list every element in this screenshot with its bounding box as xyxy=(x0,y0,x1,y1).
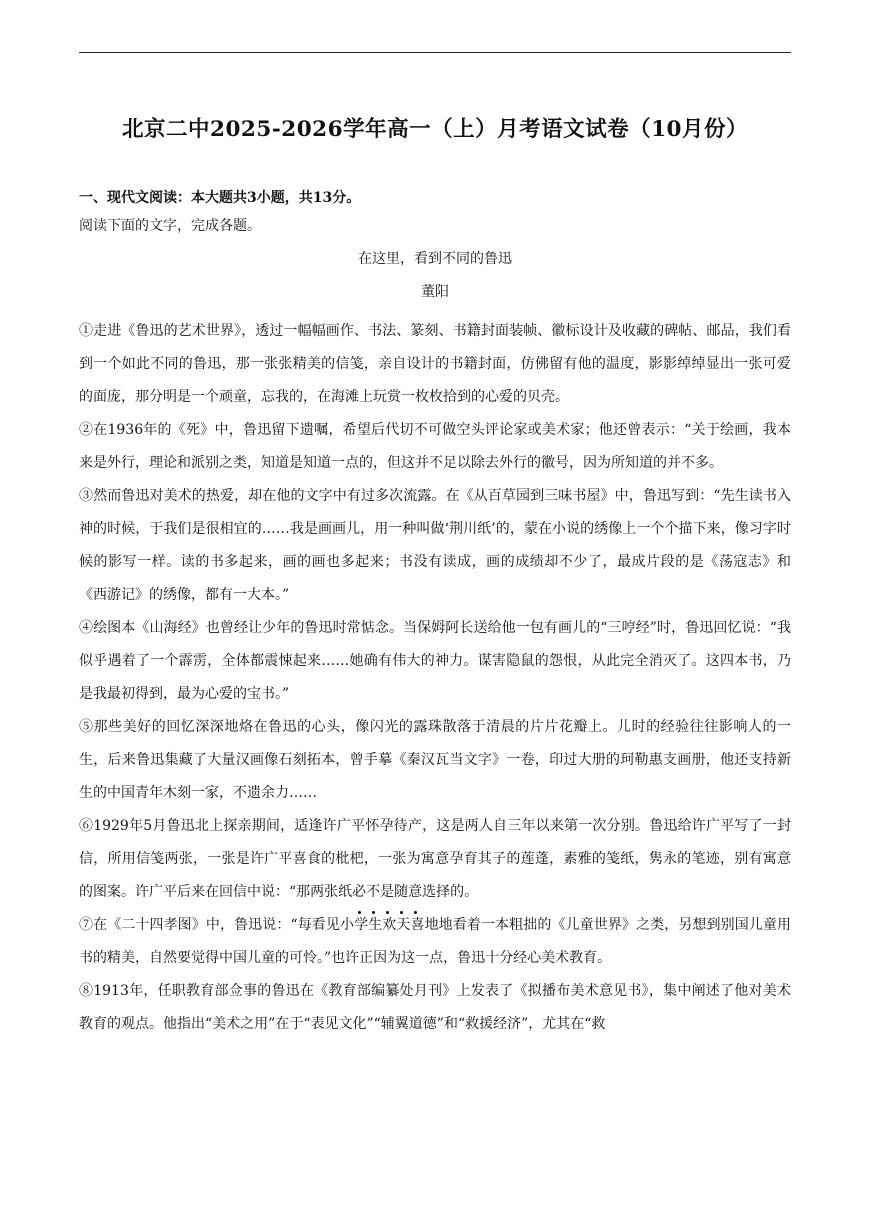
emphasis-dot-char: 是 xyxy=(380,876,394,909)
paragraph-1: ①走进《鲁迅的艺术世界》，透过一幅幅画作、书法、篆刻、书籍封面装帧、徽标设计及收藏的碑帖、邮品，我们看到一个如此不同的鲁迅，那一张张精美的信笺，亲自设计的书籍封面，仿佛留有他的温度，影影绰绰显出一张可爱的面庞，那分明是一个顽童，忘我的，在海滩上玩赏一枚枚拾到的心爱的贝壳。 xyxy=(79,323,791,405)
reading-instruction: 阅读下面的文字，完成各题。 xyxy=(79,218,261,234)
emphasized-phrase xyxy=(352,884,422,900)
emphasis-dot-char: 随 xyxy=(394,876,408,909)
document-body xyxy=(79,188,791,1041)
paragraph-4: ④绘图本《山海经》也曾经让少年的鲁迅时常惦念。当保姆阿长送给他一包有画儿的“三哼经”时，鲁迅回忆说：“我似乎遇着了一个霹雳，全体都震悚起来……她确有伟大的神力。谋害隐鼠的怨恨，从此完全消灭了。这四本书，乃是我最初得到，最为心爱的宝书。” xyxy=(79,620,791,702)
emphasis-dot-char: 不 xyxy=(366,876,380,909)
article-title: 在这里，看到不同的鲁迅 xyxy=(358,251,512,267)
paragraph-8: ⑧1913年，任职教育部佥事的鲁迅在《教育部编纂处月刊》上发表了《拟播布美术意见书》，集中阐述了他对美术教育的观点。他指出“美术之用”在于“表见文化”“辅翼道德”和“救援经济”，尤其在“救 xyxy=(79,983,791,1032)
exam-title: 北京二中2025-2026学年高一（上）月考语文试卷（10月份） xyxy=(121,117,749,142)
paragraph-2: ②在1936年的《死》中，鲁迅留下遗嘱，希望后代切不可做空头评论家或美术家；他还曾表示：“关于绘画，我本来是外行，理论和派别之类，知道是知道一点的，但这并不足以除去外行的徽号，因为所知道的并不多。 xyxy=(79,422,791,471)
emphasis-dot-char: 必 xyxy=(352,876,366,909)
section-heading: 一、现代文阅读：本大题共3小题，共13分。 xyxy=(79,190,361,206)
paragraph-3: ③然而鲁迅对美术的热爱，却在他的文字中有过多次流露。在《从百草园到三味书屋》中，鲁迅写到：“先生读书入神的时候，于我们是很相宜的……我是画画儿，用一种叫做‘荆川纸’的，蒙在小说的绣像上一个个描下来，像习字时候的影写一样。读的书多起来，画的画也多起来；书没有读成，画的成绩却不少了，最成片段的是《荡寇志》和《西游记》的绣像，都有一大本。” xyxy=(79,488,791,603)
emphasis-dot-char: 意 xyxy=(408,876,422,909)
article-author: 董阳 xyxy=(421,284,449,300)
header-rule xyxy=(79,52,791,53)
paragraph-7: ⑦在《二十四孝图》中，鲁迅说：“每看见小学生欢天喜地地看着一本粗拙的《儿童世界》之类，另想到别国儿童用书的精美，自然要觉得中国儿童的可怜。”也许正因为这一点，鲁迅十分经心美术教育。 xyxy=(79,917,791,966)
paragraph-6: ⑥1929年5月鲁迅北上探亲期间，适逢许广平怀孕待产，这是两人自三年以来第一次分别。鲁迅给许广平写了一封信，所用信笺两张，一张是许广平喜食的枇杷，一张为寓意孕育其子的莲蓬，素雅的笺纸，隽永的笔迹，别有寓意的图案。许广平后来在回信中说：“那两张纸必不是随意选择的。 xyxy=(79,810,791,909)
paragraph-5: ⑤那些美好的回忆深深地烙在鲁迅的心头，像闪光的露珠散落于清晨的片片花瓣上。儿时的经验往往影响人的一生，后来鲁迅集藏了大量汉画像石刻拓本，曾手摹《秦汉瓦当文字》一卷，印过大册的珂勒惠支画册，他还支持新生的中国青年木刻一家，不遗余力…… xyxy=(79,719,791,801)
